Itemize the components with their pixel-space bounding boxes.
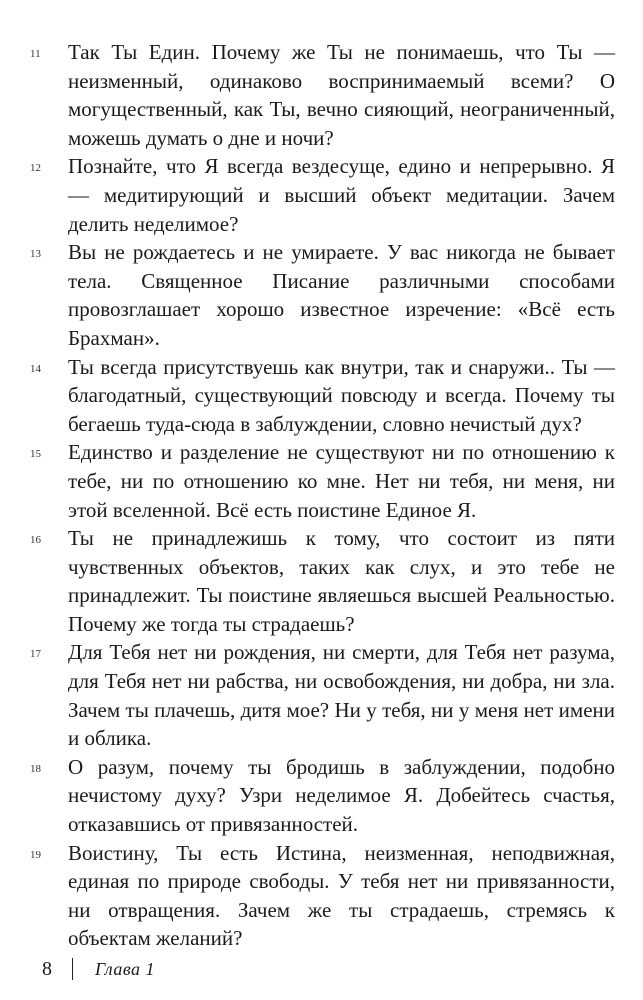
verse-number: 18 — [30, 762, 41, 775]
verse-number: 17 — [30, 648, 41, 661]
chapter-title: Глава 1 — [95, 958, 156, 979]
verse-list — [30, 38, 615, 953]
verse-text: Для Тебя нет ни рождения, ни смерти, для Тебя нет разума, для Тебя нет ни рабства, ни освобождения, ни добра, ни зла. Зачем ты плачешь, дитя мое? Ни у тебя, ни у меня нет имени и облика. — [68, 640, 615, 751]
verse — [30, 753, 615, 839]
footer-divider — [72, 958, 73, 980]
verse — [30, 438, 615, 524]
verse-number: 12 — [30, 162, 41, 175]
verse-text: Так Ты Един. Почему же Ты не понимаешь, что Ты — неизменный, одинаково воспринимаемый всеми? О могущественный, как Ты, вечно сияющий, неограниченный, можешь думать о дне и ночи? — [68, 40, 615, 150]
verse — [30, 839, 615, 953]
verse-text: Познайте, что Я всегда вездесуще, едино и непрерывно. Я — медитирующий и высший объект медитации. Зачем делить неделимое? — [68, 154, 615, 236]
verse-text: Ты не принадлежишь к тому, что состоит из пяти чувственных объектов, таких как слух, и это тебе не принадлежит. Ты поистине являешься высшей Реальностью. Почему же тогда ты страдаешь? — [68, 526, 615, 636]
verse-text: Воистину, Ты есть Истина, неизменная, неподвижная, единая по природе свободы. У тебя нет ни привязанности, ни отвращения. Зачем же ты страдаешь, стремясь к объектам желаний? — [68, 840, 615, 951]
verse — [30, 524, 615, 638]
verse — [30, 38, 615, 152]
verse — [30, 238, 615, 352]
verse-text: Единство и разделение не существуют ни по отношению к тебе, ни по отношению ко мне. Нет ни тебя, ни меня, ни этой вселенной. Всё есть поистине Единое Я. — [68, 440, 615, 522]
verse-number: 19 — [30, 848, 41, 861]
verse-text: О разум, почему ты бродишь в заблуждении, подобно нечистому духу? Узри неделимое Я. Добейтесь счастья, отказавшись от привязанностей. — [68, 754, 615, 837]
verse-number: 14 — [30, 362, 41, 375]
verse-text: Ты всегда присутствуешь как внутри, так и снаружи.. Ты — благодатный, существующий повсюду и всегда. Почему ты бегаешь туда-сюда в заблуждении, словно нечистый дух? — [68, 354, 615, 436]
page-number: 8 — [42, 957, 52, 980]
verse-text: Вы не рождаетесь и не умираете. У вас никогда не бывает тела. Священное Писание различными способами провозглашает хорошо известное изречение: «Всё есть Брахман». — [68, 240, 615, 350]
verse-number: 13 — [30, 248, 41, 261]
verse-number: 15 — [30, 448, 41, 461]
page-footer — [42, 955, 155, 983]
verse — [30, 353, 615, 439]
verse — [30, 638, 615, 752]
verse-number: 16 — [30, 534, 41, 547]
verse — [30, 152, 615, 238]
verse-number: 11 — [30, 48, 41, 60]
